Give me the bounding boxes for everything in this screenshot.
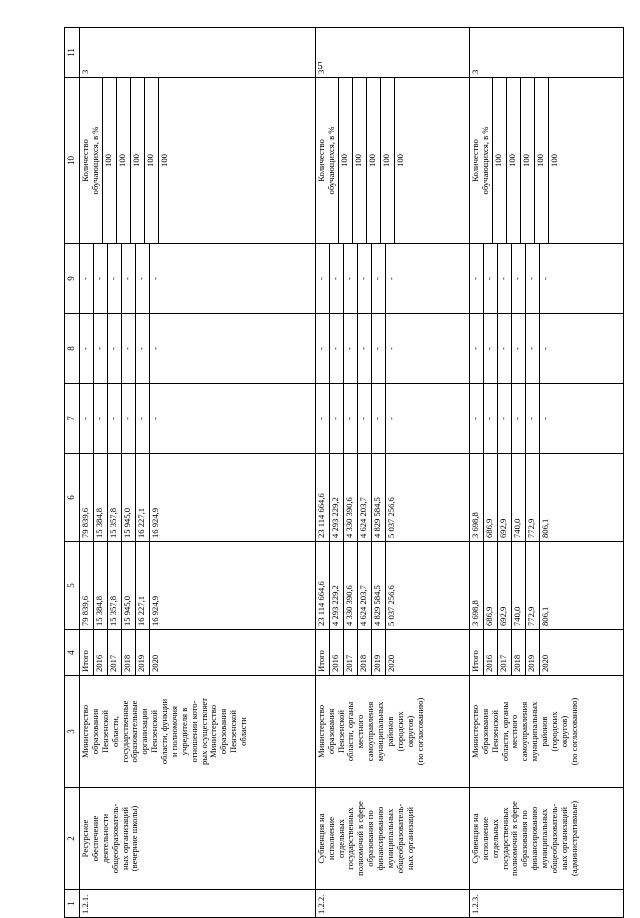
local-budget [316,314,399,383]
total-funding-cell: 79 839,6 [80,542,94,629]
local-budget [80,314,163,383]
indicator-value: 100 [548,154,559,167]
other-sources-cell: - [525,244,539,313]
year-list-cell: 2018 [357,630,371,675]
total-funding-cell: 15 384,8 [94,542,108,629]
indicator-value: 100 [130,78,144,243]
year-list-cell: 2018 [122,630,136,675]
local-budget-cell: - [316,314,330,383]
local-budget-cell: - [122,314,136,383]
indicator-link: 3 [80,28,316,78]
total-funding-cell: 4 293 229,2 [329,542,343,629]
local-budget-cell: - [136,314,150,383]
col-header: 1 [65,890,80,918]
rotated-table-frame [64,28,624,918]
indicator-value: 100 [366,78,380,243]
other-sources-cell: - [497,244,511,313]
measure-name: Субвенция на исполнение отдельных государственных полномочий в сфере образования по финансированию муниципальных общеобразователь- ных организаций [315,788,469,890]
federal-budget [80,384,163,453]
col-header: 9 [65,244,80,314]
year-list-cell: 2020 [385,654,396,672]
other-sources-cell: - [108,244,122,313]
local-budget-cell: - [150,347,160,350]
row-number: 1.2.2. [315,890,469,918]
indicator-value: 100 [352,78,366,243]
other-sources-cell: - [150,277,160,280]
header-row [65,28,80,918]
federal-budget-cell: - [329,384,343,453]
indicator-list [470,78,562,243]
federal-budget-cell: - [525,384,539,453]
col-header: 4 [65,630,80,676]
federal-budget-cell: - [94,384,108,453]
federal-budget-cell: - [483,384,497,453]
other-sources-cell: - [539,277,550,280]
col-header: 6 [65,454,80,542]
local-budget-cell: - [80,314,94,383]
local-budget [470,314,553,383]
regional-budget-cell: 5 037 256,6 [385,497,396,538]
federal-budget-cell: - [122,384,136,453]
total-funding-cell: 4 624 203,7 [357,542,371,629]
total-funding-cell: 15 357,8 [108,542,122,629]
regional-budget [80,454,163,541]
total-funding-cell: 4 829 584,5 [371,542,385,629]
total-funding-cell: 806,1 [539,606,550,626]
local-budget-cell: - [511,314,525,383]
federal-budget-cell: - [497,384,511,453]
other-sources-cell: - [371,244,385,313]
other-sources-cell: - [122,244,136,313]
other-sources-cell: - [483,244,497,313]
executor: Министерство образования Пензенской области, органы местного самоуправления муниципальных районов (городских округов) (по согласованию) [469,676,623,788]
indicator-value: 100 [380,78,394,243]
local-budget-cell: - [497,314,511,383]
executor: Министерство образования Пензенской области, органы местного самоуправления муниципальных районов (городских округов) (по согласованию) [315,676,469,788]
year-list-cell: 2020 [150,654,160,672]
year-list-cell: 2016 [329,630,343,675]
total-funding-cell: 3 698,8 [470,542,484,629]
federal-budget-cell: - [511,384,525,453]
local-budget-cell: - [329,314,343,383]
indicator-value: 100 [492,78,506,243]
year-list-cell: 2019 [371,630,385,675]
regional-budget-cell: 15 357,8 [108,454,122,541]
measure-name: Субвенция на исполнение отдельных государственных полномочий в сфере образования по финансированию муниципальных общеобразователь- ных организаций (административные) [469,788,623,890]
regional-budget-cell: 16 227,1 [136,454,150,541]
total-funding [316,542,399,629]
program-table [64,27,624,918]
regional-budget-cell: 16 924,9 [150,507,160,538]
year-list [470,630,553,675]
other-sources [316,244,399,313]
other-sources-cell: - [94,244,108,313]
year-list [80,630,163,675]
indicator-value: 100 [116,78,130,243]
indicator-value: 100 [520,78,534,243]
regional-budget-cell: 806,1 [539,518,550,538]
total-funding-cell: 772,9 [525,542,539,629]
federal-budget-cell: - [470,384,484,453]
indicator-link: 3 [469,28,623,78]
total-funding-cell: 5 037 256,6 [385,585,396,626]
year-list-cell: 2016 [483,630,497,675]
regional-budget-cell: 740,0 [511,454,525,541]
regional-budget-cell: 686,9 [483,454,497,541]
col-header: 8 [65,314,80,384]
indicator-value: 100 [102,78,116,243]
federal-budget-cell: - [343,384,357,453]
regional-budget-cell: 15 384,8 [94,454,108,541]
col-header: 7 [65,384,80,454]
row-number: 1.2.3. [469,890,623,918]
year-list-cell: 2020 [539,654,550,672]
total-funding-cell: 4 330 390,6 [343,542,357,629]
federal-budget [470,384,553,453]
regional-budget [316,454,399,541]
indicator-link: 3 [315,28,469,78]
indicator-value: 100 [534,78,548,243]
indicator-list [80,78,172,243]
local-budget-cell: - [470,314,484,383]
indicator-list [316,78,408,243]
regional-budget-cell: 4 829 584,5 [371,454,385,541]
total-funding-cell: 15 945,0 [122,542,136,629]
federal-budget-cell: - [357,384,371,453]
federal-budget [316,384,399,453]
year-list-cell: Итого [470,630,484,675]
federal-budget-cell: - [150,417,160,420]
other-sources-cell: - [136,244,150,313]
local-budget-cell: - [94,314,108,383]
other-sources [470,244,553,313]
col-header: 2 [65,788,80,890]
indicator-value: 100 [158,154,169,167]
other-sources-cell: - [343,244,357,313]
row-number: 1.2.1. [80,890,316,918]
other-sources-cell: - [80,244,94,313]
indicator-value: 100 [338,78,352,243]
other-sources [80,244,163,313]
col-header: 11 [65,28,80,78]
total-funding [470,542,553,629]
local-budget-cell: - [525,314,539,383]
table-row [80,28,316,918]
total-funding-cell: 16 924,9 [150,595,160,626]
regional-budget-cell: 4 624 203,7 [357,454,371,541]
other-sources-cell: - [511,244,525,313]
federal-budget-cell: - [136,384,150,453]
executor: Министерство образования Пензенской области, государственные образовательные организации Пензенской области, функции и полномочия учредителя в отношении кото- рых осуществляет Министерство образования Пензенской области [80,676,316,788]
total-funding-cell: 16 227,1 [136,542,150,629]
col-header: 5 [65,542,80,630]
regional-budget-cell: 15 945,0 [122,454,136,541]
indicator-value: 100 [394,154,405,167]
year-list-cell: 2017 [343,630,357,675]
local-budget-cell: - [385,347,396,350]
other-sources-cell: - [316,244,330,313]
federal-budget-cell: - [371,384,385,453]
indicator-value: 100 [506,78,520,243]
col-header: 10 [65,78,80,244]
local-budget-cell: - [357,314,371,383]
year-list-cell: 2016 [94,630,108,675]
year-list-cell: 2019 [525,630,539,675]
federal-budget-cell: - [80,384,94,453]
regional-budget-cell: 772,9 [525,454,539,541]
other-sources-cell: - [470,244,484,313]
federal-budget-cell: - [539,417,550,420]
year-list-cell: 2019 [136,630,150,675]
year-list-cell: 2018 [511,630,525,675]
indicator-name: Количество обучающихся, в % [470,78,492,243]
total-funding-cell: 686,9 [483,542,497,629]
regional-budget-cell: 3 698,8 [470,454,484,541]
year-list-cell: Итого [316,630,330,675]
table-row [469,28,623,918]
year-list [316,630,399,675]
regional-budget-cell: 79 839,6 [80,454,94,541]
total-funding [80,542,163,629]
col-header: 3 [65,676,80,788]
regional-budget-cell: 4 293 229,2 [329,454,343,541]
regional-budget [470,454,553,541]
regional-budget-cell: 23 114 664,6 [316,454,330,541]
indicator-value: 100 [144,78,158,243]
local-budget-cell: - [539,347,550,350]
federal-budget-cell: - [108,384,122,453]
total-funding-cell: 23 114 664,6 [316,542,330,629]
other-sources-cell: - [329,244,343,313]
local-budget-cell: - [371,314,385,383]
regional-budget-cell: 4 330 390,6 [343,454,357,541]
indicator-name: Количество обучающихся, в % [316,78,338,243]
other-sources-cell: - [357,244,371,313]
measure-name: Ресурсное обеспечение деятельности общеобразователь- ных организаций (вечерние школы) [80,788,316,890]
page-number: 5 [317,60,323,72]
table-row [315,28,469,918]
federal-budget-cell: - [385,417,396,420]
local-budget-cell: - [108,314,122,383]
year-list-cell: 2017 [108,630,122,675]
total-funding-cell: 740,0 [511,542,525,629]
federal-budget-cell: - [316,384,330,453]
year-list-cell: Итого [80,630,94,675]
other-sources-cell: - [385,277,396,280]
local-budget-cell: - [483,314,497,383]
total-funding-cell: 692,9 [497,542,511,629]
local-budget-cell: - [343,314,357,383]
regional-budget-cell: 692,9 [497,454,511,541]
indicator-name: Количество обучающихся, в % [80,78,102,243]
year-list-cell: 2017 [497,630,511,675]
